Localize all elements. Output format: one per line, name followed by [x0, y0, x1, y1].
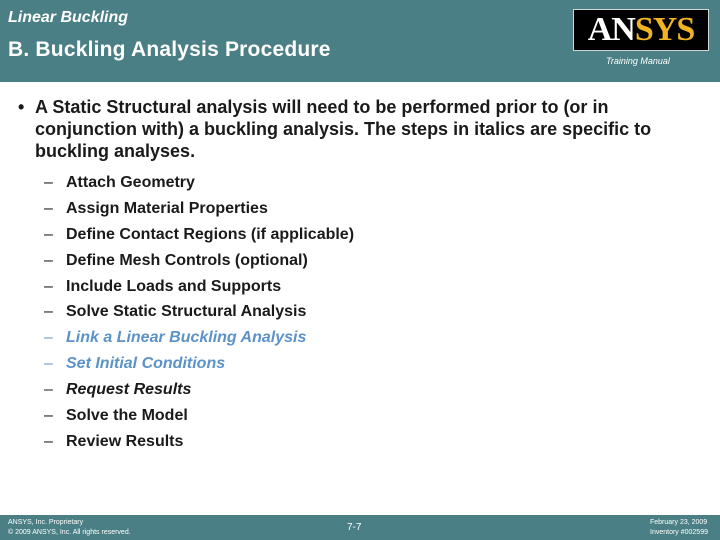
topic-label: Linear Buckling — [8, 9, 129, 26]
step-label: Assign Material Properties — [66, 199, 268, 217]
step-label: Define Mesh Controls (optional) — [66, 251, 308, 269]
dash-icon: – — [44, 199, 53, 217]
dash-icon: – — [44, 432, 53, 450]
step-item — [44, 431, 354, 457]
intro-text: A Static Structural analysis will need to be performed prior to (or in conjunction with) a buckling analysis. The steps in italics are specific to buckling analyses. — [35, 97, 652, 161]
step-label: Link a Linear Buckling Analysis — [66, 329, 307, 347]
training-manual-label: Training Manual — [606, 56, 670, 66]
ansys-logo — [573, 9, 709, 51]
logo-an: AN — [587, 11, 635, 48]
bullet-icon: • — [18, 97, 25, 117]
dash-icon: – — [44, 303, 53, 321]
footer-inventory: Inventory #002599 — [650, 529, 708, 536]
dash-icon: – — [44, 174, 53, 191]
dash-icon: – — [44, 329, 53, 347]
footer-bar — [0, 515, 720, 540]
step-item — [44, 198, 354, 224]
step-label: Solve the Model — [66, 407, 188, 425]
dash-icon: – — [44, 407, 53, 425]
logo-sys: SYS — [634, 11, 695, 48]
step-label: Define Contact Regions (if applicable) — [66, 225, 355, 243]
step-item — [44, 301, 354, 327]
step-item — [44, 276, 354, 302]
step-label: Include Loads and Supports — [66, 277, 282, 295]
dash-icon: – — [44, 225, 53, 243]
step-label: Solve Static Structural Analysis — [66, 303, 307, 321]
footer-date: February 23, 2009 — [650, 519, 708, 526]
step-item — [44, 172, 354, 198]
step-item — [44, 250, 354, 276]
dash-icon: – — [44, 277, 53, 295]
step-label: Request Results — [66, 381, 192, 399]
step-item — [44, 405, 354, 431]
dash-icon: – — [44, 251, 53, 269]
step-label: Attach Geometry — [66, 174, 195, 191]
step-label: Set Initial Conditions — [66, 355, 226, 373]
step-label: Review Results — [66, 432, 184, 450]
intro-paragraph — [14, 96, 704, 162]
footer-date-inventory — [650, 518, 708, 538]
page-number: 7-7 — [347, 522, 362, 533]
footer-copyright — [8, 518, 131, 538]
dash-icon: – — [44, 355, 53, 373]
step-item-buckling — [44, 327, 354, 353]
dash-icon: – — [44, 381, 53, 399]
logo-wordmark — [574, 10, 708, 50]
footer-rights: © 2009 ANSYS, Inc. All rights reserved. — [8, 529, 131, 536]
steps-list — [44, 172, 354, 457]
page-title: B. Buckling Analysis Procedure — [8, 38, 331, 61]
header-bar — [0, 0, 720, 82]
step-item — [44, 224, 354, 250]
step-item-buckling — [44, 379, 354, 405]
footer-proprietary: ANSYS, Inc. Proprietary — [8, 519, 84, 526]
step-item-buckling — [44, 353, 354, 379]
